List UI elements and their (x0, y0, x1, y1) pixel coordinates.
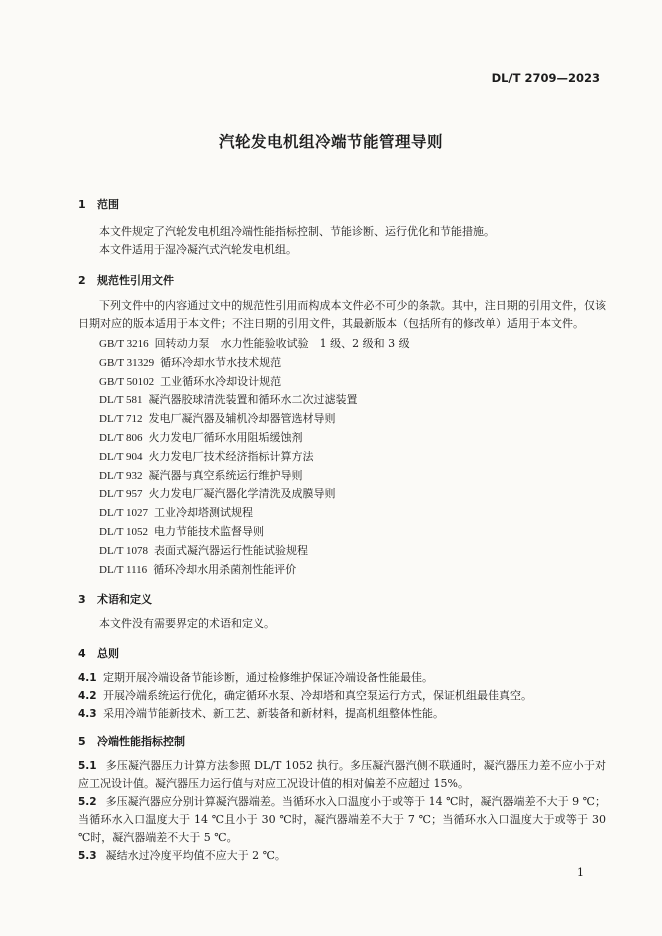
document-body (78, 196, 606, 865)
reference-item: DL/T 712 发电厂凝汽器及辅机冷却器管选材导则 (99, 412, 336, 426)
reference-item: DL/T 1078 表面式凝汽器运行性能试验规程 (99, 543, 308, 557)
clause-text: 凝结水过冷度平均值不应大于 2 ℃。 (105, 849, 286, 863)
section-title: 冷端性能指标控制 (97, 735, 185, 749)
section-title: 术语和定义 (97, 593, 152, 607)
clause-number: 4.1 (78, 672, 97, 685)
section-2-heading (78, 272, 606, 288)
clause-number: 5.3 (78, 850, 97, 863)
clause (78, 847, 606, 865)
clause-text: 多压凝汽器应分别计算凝汽器端差。当循环水入口温度小于或等于 14 ℃时，凝汽器端差不大于 9 ℃；当循环水入口温度大于 14 ℃且小于 30 ℃时，凝汽器端差不大于 7 ℃；当循环水入口温度大于或等于 30 ℃时，凝汽器端差不大于 5 ℃。 (78, 795, 606, 845)
paragraph: 下列文件中的内容通过文中的规范性引用而构成本文件必不可少的条款。其中，注日期的引用文件，仅该日期对应的版本适用于本文件；不注日期的引用文件，其最新版本（包括所有的修改单）适用于本文件。 (78, 299, 606, 330)
reference-item: DL/T 1027 工业冷却塔测试规程 (99, 506, 253, 520)
section-4-heading (78, 645, 606, 661)
section-5-heading (78, 733, 606, 749)
reference-item: DL/T 1052 电力节能技术监督导则 (99, 524, 264, 538)
clause-text: 开展冷端系统运行优化，确定循环水泵、冷却塔和真空泵运行方式，保证机组最佳真空。 (103, 689, 532, 703)
clause-number: 4.2 (78, 690, 97, 703)
clause-number: 4.3 (78, 708, 97, 721)
section-3-heading (78, 591, 606, 607)
reference-item: DL/T 581 凝汽器胶球清洗装置和循环水二次过滤装置 (99, 393, 358, 407)
clause-text: 定期开展冷端设备节能诊断，通过检修维护保证冷端设备性能最佳。 (103, 671, 433, 685)
paragraph: 本文件没有需要界定的术语和定义。 (99, 617, 275, 631)
reference-item: DL/T 904 火力发电厂技术经济指标计算方法 (99, 449, 314, 463)
reference-list (78, 335, 606, 579)
clause (78, 705, 606, 723)
section-title: 规范性引用文件 (97, 274, 174, 287)
reference-item: DL/T 1116 循环冷却水用杀菌剂性能评价 (99, 562, 297, 576)
clause-text: 采用冷端节能新技术、新工艺、新装备和新材料，提高机组整体性能。 (103, 707, 444, 721)
reference-item: GB/T 50102 工业循环水冷却设计规范 (99, 374, 282, 388)
section-number: 3 (78, 593, 86, 607)
clause-text: 多压凝汽器压力计算方法参照 DL/T 1052 执行。多压凝汽器汽侧不联通时，凝汽器压力差不应小于对应工况设计值。凝汽器压力运行值与对应工况设计值的相对偏差不应超过 15%。 (78, 759, 606, 791)
clause (78, 793, 606, 847)
document-title: 汽轮发电机组冷端节能管理导则 (218, 133, 443, 151)
reference-item: DL/T 806 火力发电厂循环水用阻垢缓蚀剂 (99, 430, 303, 444)
standard-code: DL/T 2709—2023 (491, 71, 600, 85)
paragraph: 本文件适用于湿冷凝汽式汽轮发电机组。 (99, 243, 297, 256)
clause (78, 757, 606, 793)
section-number: 5 (78, 735, 86, 749)
reference-item: DL/T 957 火力发电厂凝汽器化学清洗及成膜导则 (99, 487, 336, 501)
section-number: 4 (78, 647, 86, 661)
reference-item: DL/T 932 凝汽器与真空系统运行维护导则 (99, 468, 303, 482)
clause-number: 5.1 (78, 760, 97, 773)
page-number: 1 (577, 866, 584, 879)
clause (78, 669, 606, 687)
section-title: 总则 (97, 647, 119, 661)
section-number: 2 (78, 274, 86, 287)
clause-number: 5.2 (78, 796, 97, 809)
reference-item: GB/T 3216 回转动力泵 水力性能验收试验 1 级、2 级和 3 级 (99, 337, 410, 350)
clause (78, 687, 606, 705)
section-1-heading (78, 196, 606, 212)
paragraph: 本文件规定了汽轮发电机组冷端性能指标控制、节能诊断、运行优化和节能措施。 (99, 225, 495, 238)
section-number: 1 (78, 198, 86, 211)
section-title: 范围 (97, 198, 119, 211)
reference-item: GB/T 31329 循环冷却水节水技术规范 (99, 355, 282, 369)
